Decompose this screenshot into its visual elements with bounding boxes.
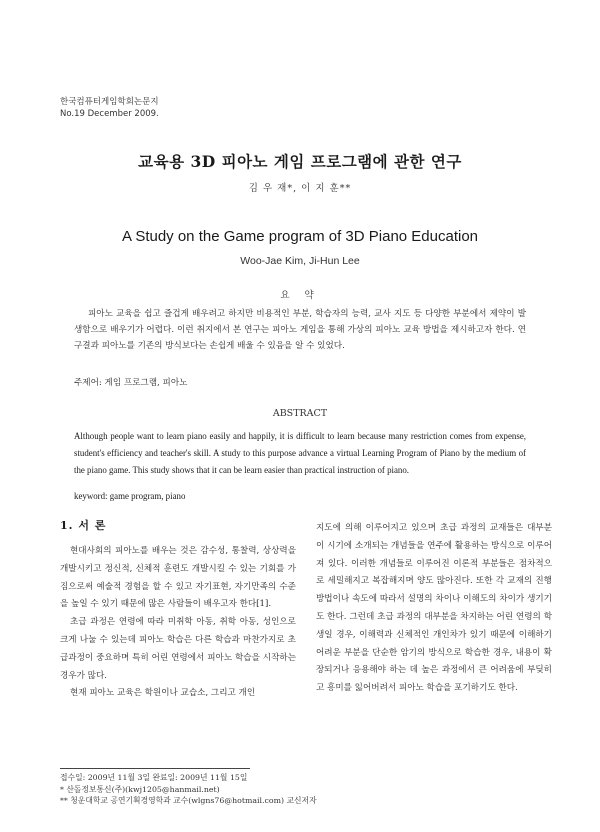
journal-issue: No.19 December 2009. [60, 109, 159, 119]
abstract-english-heading: ABSTRACT [272, 408, 328, 419]
abstract-korean-heading: 요 약 [280, 290, 320, 301]
keywords-english: keyword: game program, piano [74, 491, 186, 501]
abstract-korean: 피아노 교육을 쉽고 즐겁게 배우려고 하지만 비용적인 부분, 학습자의 능력, 교사 지도 등 다양한 부분에서 제약이 발생함으로 배우기가 어렵다. 이런 취지에서 본 연구는 피아노 게임을 통해 가상의 피아노 교육 방법을 제시하고자 한다. 연구결과 피아노를 기존의 방식보다는 손쉽게 배울 수 있음을 알 수 있었다. [74, 309, 526, 351]
body-column-left [60, 543, 296, 703]
journal-name: 한국컴퓨터게임학회논문지 [60, 97, 159, 107]
body-paragraph: 현재 피아노 교육은 학원이나 교습소, 그리고 개인 [70, 688, 256, 699]
body-paragraph: 초급 과정은 연령에 따라 미취학 아동, 취학 아동, 성인으로 크게 나눌 수 있는데 피아노 학습은 다른 학습과 마찬가지로 초급과정이 중요하며 특히 어린 연령에서 피아노 학습을 시작하는 경우가 많다. [60, 617, 296, 681]
keywords-korean: 주제어: 게임 프로그램, 피아노 [74, 378, 188, 388]
authors-korean: 김 우 재*, 이 지 훈** [248, 183, 352, 194]
section-heading-introduction: 1. 서 론 [60, 519, 107, 532]
footnote-author-1: * 산돌정보통신(주)(kwj1205@hanmail.net) [60, 784, 220, 794]
footnote-dates: 접수일: 2009년 11월 3일 완료일: 2009년 11월 15일 [60, 773, 248, 782]
paper-title-korean: 교육용 3D 피아노 게임 프로그램에 관한 연구 [138, 152, 462, 171]
body-column-right [316, 520, 552, 698]
footnotes [60, 772, 317, 807]
abstract-english: Although people want to learn piano easily and happily, it is difficult to learn because many restriction comes from expense, student's efficiency and teacher's skill. A study to this purpose advance a virtual Learning Program of Piano by the medium of the piano game. This study shows that it can be learn easier than practical instruction of piano. [74, 431, 526, 475]
journal-header [60, 96, 159, 120]
authors-english: Woo-Jae Kim, Ji-Hun Lee [240, 255, 360, 267]
footnote-author-2: ** 청운대학교 공연기획경영학과 교수(wlgns76@hotmail.com) 교신저자 [60, 796, 317, 805]
footnote-divider [60, 768, 250, 769]
body-paragraph: 현대사회의 피아노를 배우는 것은 감수성, 통찰력, 상상력을 개발시키고 정신적, 신체적 훈련도 개발시킬 수 있는 기회를 가짐으로써 예술적 경험을 할 수 있고 자기표현, 자기만족의 수준을 높일 수 있기 때문에 많은 사람들이 배우고자 한다[1]. [60, 546, 296, 610]
body-paragraph: 지도에 의해 이루어지고 있으며 초급 과정의 교재들은 대부분 이 시기에 소개되는 개념들을 연주에 활용하는 방식으로 이루어져 있다. 이러한 개념들로 이루어진 이론적 부분들은 점차적으로 세밀해지고 복잡해지며 양도 많아진다. 또한 각 교재의 진행방법이나 속도에 따라서 설명의 차이나 이해도의 차이가 생기기도 한다. 그런데 초급 과정의 대부분을 차지하는 어린 연령의 학생일 경우, 이해력과 신체적인 개인차가 있기 때문에 이해하기 어려운 부분을 단순한 암기의 방식으로 학습한 경우, 내용이 확장되거나 응용해야 하는 데 높은 과정에서 큰 어려움에 부딪히고 흥미를 잃어버려서 피아노 학습을 포기하기도 한다. [316, 523, 552, 694]
paper-title-english: A Study on the Game program of 3D Piano Education [121, 228, 479, 245]
